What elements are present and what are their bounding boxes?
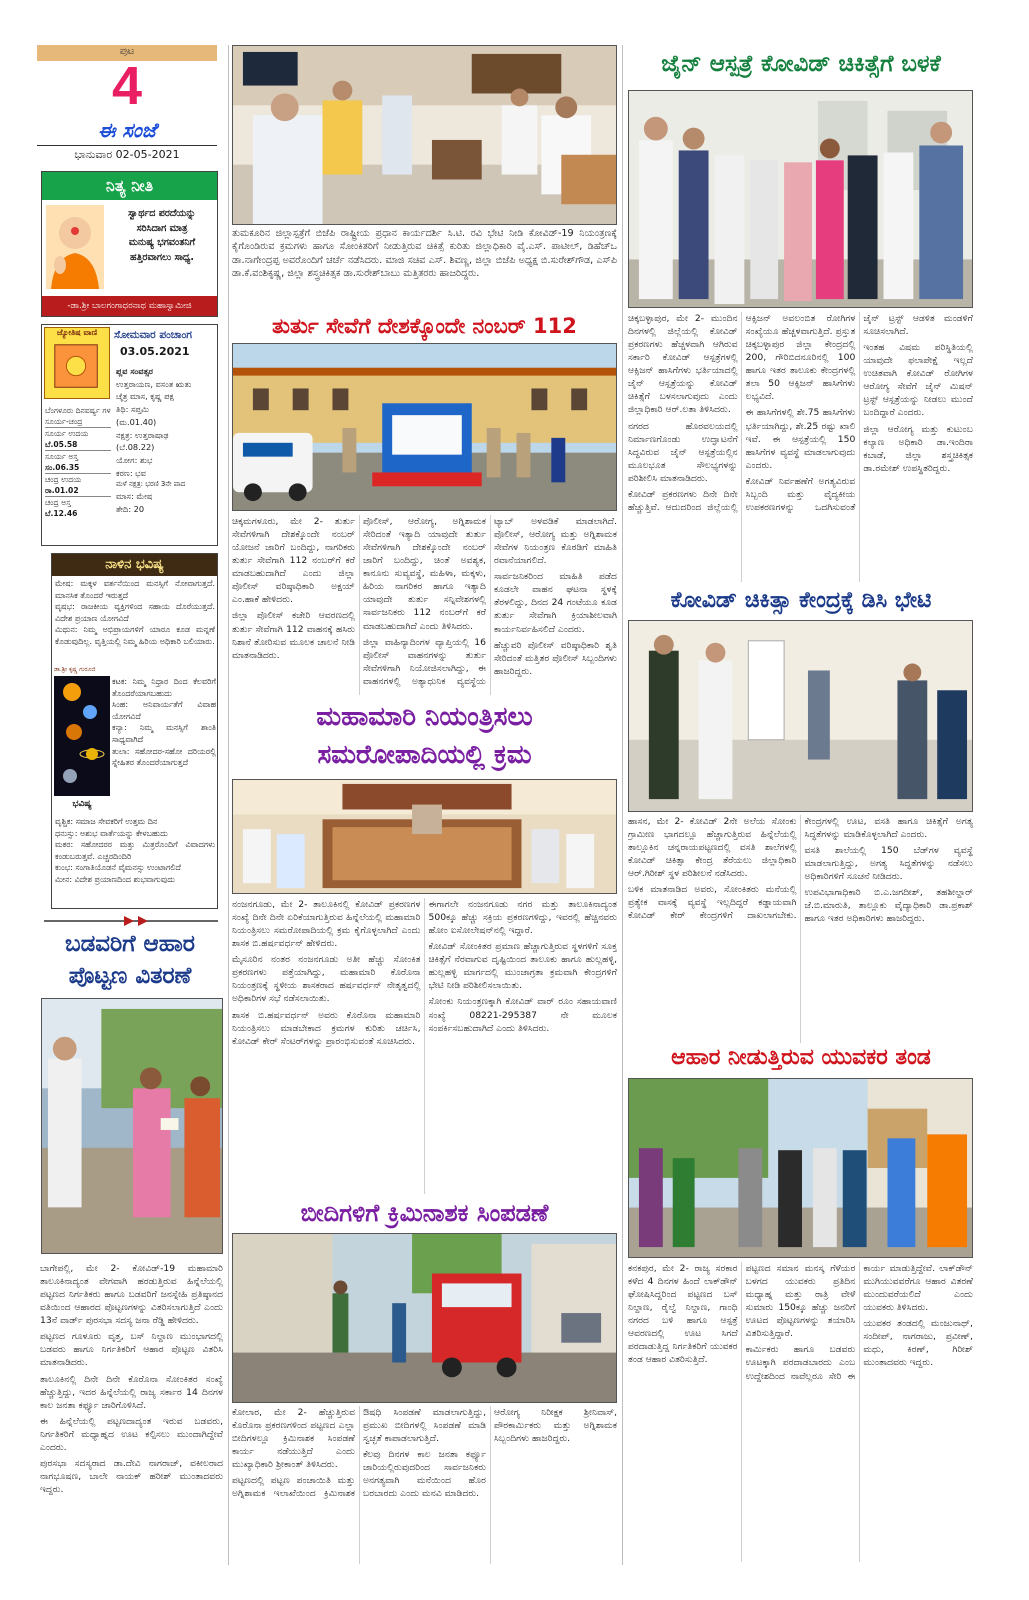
horoscope-item: ಕನ್ಯಾ: ನಿಮ್ಮ ಮನಸ್ಸಿಗೆ ಶಾಂತಿ ಸಾಧ್ಯವಾಗಿದೆ — [112, 723, 216, 744]
quote-line: ಹತ್ತಿರವಾಗಲು ಸಾಧ್ಯ. — [130, 252, 194, 264]
quote-line: ಸರಿಸಿದಾಗ ಮಾತ್ರ — [136, 222, 188, 234]
youth-article — [628, 1262, 973, 1562]
horoscope-item: ಮಿಥುನ: ನಿಮ್ಮ ಅಭಿಪ್ರಾಯಗಳಿಗೆ ಯಾರೂ ಕೂಡ ಮನ್ನಣೆ ಕೊಡುವುದಿಲ್ಲ. ವೃತ್ತಿಯಲ್ಲಿ ನಿಮ್ಮ ಹಿರಿಯ ಅಧಿಕಾರಿ ಬಲಿಯಾರು. — [55, 625, 215, 646]
panchanga-row: ಮಾಸ: ಮೇಷ — [116, 491, 153, 502]
nitya-neeti-author: -ಡಾ.ಶ್ರೀ ಬಾಲಗಂಗಾಧರನಾಥ ಮಹಾಸ್ವಾಮೀಜಿ — [42, 296, 217, 316]
article-paragraph: ನಗರದ ಹೊರವಲಯದಲ್ಲಿ ನಿರ್ಮಾಣಗೊಂಡು ಉದ್ಘಾಟನೆಗೆ ಸಿದ್ಧವಿರುವ ಜೈನ್ ಆಸ್ಪತ್ರೆಯಲ್ಲಿನ ಮೂಲಭೂತ ಸೌಲಭ್ಯಗಳನ್ನು ಪರಿಶೀಲಿಸಿ ಮಾತನಾಡಿದರು. — [628, 420, 738, 484]
youth-headline: ಆಹಾರ ನೀಡುತ್ತಿರುವ ಯುವಕರ ತಂಡ — [671, 1045, 931, 1070]
jain-article — [628, 312, 973, 582]
article-paragraph: ಕೋವಿಡ್ ಪ್ರಕರಣಗಳು ದಿನೇ ದಿನೇ ಹೆಚ್ಚುತ್ತಿವೆ. ಆದುದರಿಂದ ಜಿಲ್ಲೆಯಲ್ಲಿ ಆಕ್ಸಿಜನ್ ಅವಲಂಬಿತ ರೋಗಿಗಳ ಸಂಖ್ಯೆಯೂ ಹೆಚ್ಚಳವಾಗುತ್ತಿದೆ. ಪ್ರಸ್ತುತ ಚಿಕ್ಕಬಳ್ಳಾಪುರ ಜಿಲ್ಲಾ ಕೇಂದ್ರದಲ್ಲಿ 200, ಗೌರಿಬಿದನೂರಿನಲ್ಲಿ 100 ಹಾಗೂ ಇತರ ತಾಲೂಕು ಕೇಂದ್ರಗಳಲ್ಲಿ ತಲಾ 50 ಆಕ್ಸಿಜನ್ ಹಾಸಿಗೆಗಳು ಲಭ್ಯವಿದೆ. — [628, 313, 856, 513]
quote-line: ಸ್ವಾರ್ಥದ ಪರದೆಯನ್ನು — [128, 208, 196, 219]
article-paragraph: ತಾಲೂಕಿನಲ್ಲಿ ದಿನೇ ದಿನೇ ಕೊರೊನಾ ಸೋಂಕಿತರ ಸಂಖ್ಯೆ ಹೆಚ್ಚುತ್ತಿದ್ದು, ಇದರ ಹಿನ್ನೆಲೆಯಲ್ಲಿ ರಾಜ್ಯ ಸರ್ಕಾರ 14 ದಿನಗಳ ಕಾಲ ಜನತಾ ಕರ್ಫ್ಯೂ ಜಾರಿಗೊಳಿಸಿದೆ. — [40, 1373, 223, 1411]
panchanga-row: ಉತ್ತರಾಯಣ, ವಸಂತ ಋತು — [116, 378, 192, 389]
horoscope-item: ಮೇಷ: ಮಕ್ಕಳ ವರ್ತನೆಯಿಂದ ಮನಸ್ಸಿಗೆ ನೋವಾಗುತ್ತದೆ. ಮಾನಸಿಕ ತೊಂದರೆ ಇರುತ್ತದೆ — [55, 579, 215, 600]
dc-visit-article — [628, 815, 973, 1043]
food-distribution-photo — [41, 998, 223, 1254]
jain-headline: ಜೈನ್ ಆಸ್ಪತ್ರೆ ಕೋವಿಡ್ ಚಿಕಿತ್ಸೆಗೆ ಬಳಕೆ — [661, 51, 941, 77]
food-left-headline — [40, 928, 220, 992]
panchanga-row: ಚೈತ್ರ ಮಾಸ, ಕೃಷ್ಣ ಪಕ್ಷ — [116, 391, 174, 402]
article-paragraph: ಚಿಕ್ಕಮಗಳೂರು, ಮೇ 2- ತುರ್ತು ಸೇವೆಗಳಿಗಾಗಿ ದೇಶಕ್ಕೊಂದೇ ನಂಬರ್ ಯೋಜನೆ ಜಾರಿಗೆ ಬಂದಿದ್ದು, ನಾಗರಿಕರು ತುರ್ತು ಸೇವೆಗಾಗಿ 112 ನಂಬರ್‌ಗೆ ಕರೆ ಮಾಡಬಹುದಾಗಿದೆ ಎಂದು ಜಿಲ್ಲಾ ಪೊಲೀಸ್ ವರಿಷ್ಠಾಧಿಕಾರಿ ಅಕ್ಷಯ್ ಎಂ.ಹಾಕೆ ಹೇಳಿದರು. — [232, 516, 355, 606]
horoscope-title: ನಾಳಿನ ಭವಿಷ್ಯ — [52, 554, 217, 576]
emergency-112-photo — [232, 343, 617, 511]
panchanga-box — [41, 324, 218, 546]
beedi-article — [232, 1406, 617, 1564]
article-paragraph: ಪುರಸಭಾ ಸದಸ್ಯರಾದ ಡಾ.ದೇವಿ ನಾಗರಾಜ್, ವಕೀಲರಾದ ನಾಗಭೂಷಣ, ಬಾಲೇ ನಾಯಕ್ ಹರೀಶ್ ಮುಂತಾದವರು ಇದ್ದರು. — [40, 1457, 223, 1495]
panchanga-row: (ಬೆ.08.22) — [116, 442, 155, 453]
horoscope-item: ಕಟಕ: ನಿಮ್ಮ ನಿಧ್ರಾರ ದಿಂದ ಕೆಲವರಿಗೆ ತೊಂದರೆಯಾಗಬಹುದು — [112, 677, 216, 698]
panchanga-row: (ಮ.01.40) — [116, 416, 157, 427]
article-paragraph: ಪಟ್ಟಣದಲ್ಲಿ ಪಟ್ಟಣ ಪಂಚಾಯಿತಿ ಮತ್ತು ಅಗ್ನಿಶಾಮಕ ಇಲಾಖೆಯಿಂದ ಕ್ರಿಮಿನಾಶಕ ಔಷಧಿ ಸಿಂಪಡಣೆ ಮಾಡಲಾಗುತ್ತಿದ್ದು, ಪ್ರಮುಖ ಬೀದಿಗಳಲ್ಲಿ ಸಿಂಪಡಣೆ ಮಾಡಿ ಸ್ವಚ್ಛತೆ ಕಾಪಾಡಲಾಗುತ್ತಿದೆ. — [232, 1407, 486, 1500]
nitya-neeti-title: ನಿತ್ಯ ನೀತಿ — [42, 172, 217, 200]
astrologer-name: ಡಾ.ಶ್ರೀ ಕೃಷ್ಣ ಗುರೂಜಿ — [54, 666, 96, 673]
article-paragraph: ಉಪವಿಭಾಗಾಧಿಕಾರಿ ಬಿ.ಎ.ಜಗದೀಶ್, ತಹಶೀಲ್ದಾರ್ ಜೆ.ಬಿ.ಮಾರುತಿ, ತಾಲ್ಲೂಕು ವೈದ್ಯಾಧಿಕಾರಿ ಡಾ.ಪ್ರಕಾಶ್ ಹಾಗೂ ಇತರ ಅಧಿಕಾರಿಗಳು ಹಾಜರಿದ್ದರು. — [804, 887, 973, 925]
article-paragraph: ಸಾರ್ವಜನಿಕರಿಂದ ಮಾಹಿತಿ ಪಡೆದ ಕೂಡಲೇ ವಾಹನ ಘಟನಾ ಸ್ಥಳಕ್ಕೆ ತೆರಳಲಿದ್ದು, ದಿನದ 24 ಗಂಟೆಯೂ ಕೂಡ ತುರ್ತು ಸೇವೆಗಾಗಿ ಕ್ರಿಯಾಶೀಲವಾಗಿ ಕಾರ್ಯನಿರ್ವಹಿಸಲಿದೆ ಎಂದರು. — [494, 571, 617, 635]
article-paragraph: ಹಾಸನ, ಮೇ 2- ಕೋವಿಡ್ 2ನೇ ಅಲೆಯ ಸೋಂಕು ಗ್ರಾಮೀಣ ಭಾಗದಲ್ಲೂ ಹೆಚ್ಚಾಗುತ್ತಿರುವ ಹಿನ್ನೆಲೆಯಲ್ಲಿ ತಾಲ್ಲೂಕಿನ ಚನ್ನರಾಯಪಟ್ಟಣದಲ್ಲಿ ವಸತಿ ಶಾಲೆಗಳಲ್ಲಿ ಕೋವಿಡ್ ಚಿಕಿತ್ಸಾ ಕೇಂದ್ರ ತೆರೆಯಲು ಜಿಲ್ಲಾಧಿಕಾರಿ ಆರ್.ಗಿರೀಶ್ ಸ್ಥಳ ಪರಿಶೀಲನೆ ನಡೆಸಿದರು. — [628, 816, 797, 880]
planets-image — [54, 676, 110, 796]
panchanga-badge-text: ಜ್ಯೋತಿಷ ವಾಣಿ — [56, 328, 98, 337]
horoscope-item: ವೃಶ್ಚಿಕ: ಸಮಾಜ ಸೇವಕರಿಗೆ ಉತ್ತಮ ದಿನ — [55, 817, 158, 826]
dc-visit-headline: ಕೋವಿಡ್ ಚಿಕಿತ್ಸಾ ಕೇಂದ್ರಕ್ಕೆ ಡಿಸಿ ಭೇಟಿ — [670, 588, 932, 613]
date-line: ಭಾನುವಾರ 02-05-2021 — [37, 145, 217, 163]
panchanga-badge — [44, 327, 110, 399]
dc-visit-photo — [628, 620, 973, 812]
mahamari-headline-line: ಸಮರೋಪಾದಿಯಲ್ಲಿ ಕ್ರಮ — [317, 740, 532, 770]
sun-chart-icon — [45, 339, 109, 395]
panchanga-side-row: ಚಂದ್ರ ಅಸ್ತ — [45, 496, 111, 508]
disinfectant-spraying-photo — [232, 1233, 617, 1403]
panchanga-side-row: ರಾ.01.02 — [45, 486, 79, 495]
article-paragraph: ಪಟ್ಟಣದ ಗೂಳೂರು ವೃತ್ತ, ಬಸ್ ನಿಲ್ದಾಣ ಮುಂಭಾಗದಲ್ಲಿ ಬಡವರು ಹಾಗೂ ನಿರ್ಗತಿಕರಿಗೆ ಆಹಾರ ಪೊಟ್ಟಣ ವಿತರಿಸಿ ಮಾತನಾಡಿದರು. — [40, 1331, 223, 1369]
article-paragraph: ಮೈಸೂರಿನ ನಂತರ ನಂಜನಗೂಡು ಅತೀ ಹೆಚ್ಚು ಸೋಂಕಿತ ಪ್ರಕರಣಗಳು ಪತ್ತೆಯಾಗಿದ್ದು, ಮಹಾಮಾರಿ ಕೊರೊನಾ ನಿಯಂತ್ರಣಕ್ಕೆ ಸ್ಥಳೀಯ ಶಾಸಕರಾದ ಹರ್ಷವರ್ಧನ್ ನೇತೃತ್ವದಲ್ಲಿ ಅಧಿಕಾರಿಗಳ ಸಭೆ ನಡೆಸಲಾಯಿತು. — [232, 954, 421, 1005]
horoscope-item: ಮೀನ: ವಿದೇಶ ಪ್ರಯಾಣದಿಂದ ಶುಭವಾಗುವುದು — [55, 874, 175, 884]
panchanga-row: ಪ್ಲವ ಸಂವತ್ಸರ — [116, 366, 154, 376]
panchanga-row: ತಿಥಿ: ಸಪ್ತಮಿ — [116, 404, 150, 415]
meeting-photo-caption: ತುಮಕೂರಿನ ಜಿಲ್ಲಾಸ್ಪತ್ರೆಗೆ ಬಿಜೆಪಿ ರಾಷ್ಟ್ರೀಯ ಪ್ರಧಾನ ಕಾರ್ಯದರ್ಶಿ ಸಿ.ಟಿ. ರವಿ ಭೇಟಿ ನೀಡಿ ಕೋವಿಡ್-19 ನಿಯಂತ್ರಣಕ್ಕೆ ಕೈಗೊಂಡಿರುವ ಕ್ರಮಗಳು ಹಾಗೂ ಸೋಂಕಿತರಿಗೆ ನೀಡುತ್ತಿರುವ ಚಿಕಿತ್ಸೆ ಕುರಿತು ಜಿಲ್ಲಾಧಿಕಾರಿ ವೈ.ಎಸ್. ಪಾಟೀಲ್, ಡಿಹೆಚ್‌ಒ ಡಾ.ನಾಗೇಂದ್ರಪ್ಪ ಅವರೊಂದಿಗೆ ಚರ್ಚೆ ನಡೆಸಿದರು. ಮಾಜಿ ಸಚಿವ ಎಸ್. ಶಿವಣ್ಣ, ಜಿಲ್ಲಾ ಬಿಜೆಪಿ ಅಧ್ಯಕ್ಷ ಬಿ.ಸುರೇಶ್‌ಗೌಡ, ಎಸ್‌ಪಿ ಡಾ.ಕೆ.ವಂಶಿಕೃಷ್ಣ, ಜಿಲ್ಲಾ ಶಸ್ತ್ರಚಿಕಿತ್ಸಕ ಡಾ.ಸುರೇಶ್‌ಬಾಬು ಮತ್ತಿತರರು ಹಾಜರಿದ್ದರು. — [232, 228, 617, 280]
youth-food-photo — [628, 1078, 973, 1258]
panchanga-side-row: ಚಂದ್ರ ಉದಯ — [45, 473, 111, 485]
panchanga-row: ಯೋಗ: ಶುಭ — [116, 454, 153, 465]
panchanga-date: 03.05.2021 — [120, 345, 190, 358]
panchanga-main-list — [116, 365, 216, 516]
panchanga-row: ಮಳೆ ನಕ್ಷತ್ರ: ಭರಣಿ 3ನೇ ಪಾದ — [116, 480, 186, 489]
article-paragraph: ಯುವಕರ ತಂಡದಲ್ಲಿ ಮಂಜುನಾಥ್, ಸಂದೀಪ್, ನಾಗರಾಜು, ಪ್ರವೀಣ್, ಮಧು, ಕಿರಣ್, ಗಿರೀಶ್ ಮುಂತಾದವರು ಇದ್ದರು. — [863, 1318, 973, 1369]
article-paragraph: ಈಗಾಗಲೇ ನಂಜನಗೂಡು ನಗರ ಮತ್ತು ತಾಲೂಕಿನಾದ್ಯಂತ 500ಕ್ಕೂ ಹೆಚ್ಚು ಸಕ್ರಿಯ ಪ್ರಕರಣಗಳಿದ್ದು, ಇವರಲ್ಲಿ ಹೆಚ್ಚಿನವರು ಹೋಂ ಐಸೋಲೇಷನ್‌ನಲ್ಲಿ ಇದ್ದಾರೆ. — [428, 899, 617, 937]
panchanga-side-row: ಸೂರ್ಯ ಅಸ್ತ — [45, 450, 111, 462]
paper-name: ಈ ಸಂಜೆ — [97, 118, 157, 142]
food-left-article — [40, 1262, 223, 1562]
quote-line: ಮನುಷ್ಯ ಭಗವಂತನಿಗೆ — [128, 237, 196, 249]
column-rule — [228, 45, 229, 1565]
article-paragraph: ಕೋವಿಡ್ ಸೋಂಕಿತರ ಪ್ರಮಾಣ ಹೆಚ್ಚಾಗುತ್ತಿರುವ ಸ್ಥಳಗಳಿಗೆ ಸೂಕ್ತ ಚಿಕಿತ್ಸೆಗೆ ನೆರವಾಗುವ ದೃಷ್ಟಿಯಿಂದ ತಾಲೂಕು ಹಾಗೂ ಹುಲ್ಲಹಳ್ಳಿ, ಹುಲ್ಲಹಳ್ಳಿ ಮಾರ್ಗದಲ್ಲಿ ಮುಂಜಾಗ್ರತಾ ಕ್ರಮವಾಗಿ ಕೇಂದ್ರಗಳಿಗೆ ಭೇಟಿ ನೀಡಿ ಪರಿಶೀಲಿಸಲಾಯಿತು. — [428, 941, 617, 992]
panchanga-side-row: ಬೆ.05.58 — [45, 440, 78, 449]
article-paragraph: ಹೆಚ್ಚುವರಿ ಪೊಲೀಸ್ ವರಿಷ್ಠಾಧಿಕಾರಿ ಶೃತಿ ಸೇರಿದಂತೆ ಮತ್ತಿತರ ಪೊಲೀಸ್ ಸಿಬ್ಬಂದಿಗಳು ಹಾಜರಿದ್ದರು. — [494, 639, 617, 677]
article-paragraph: ಬಳಿಕ ಮಾತನಾಡಿದ ಅವರು, ಸೋಂಕಿತರು ಮನೆಯಲ್ಲಿ ಪ್ರತ್ಯೇಕ ವಾಸಕ್ಕೆ ವ್ಯವಸ್ಥೆ ಇಲ್ಲದಿದ್ದರೆ ಕಡ್ಡಾಯವಾಗಿ ಕೋವಿಡ್ ಕೇರ್ ಕೇಂದ್ರಗಳಿಗೆ ದಾಖಲಾಗಬೇಕು. ಕೇಂದ್ರಗಳಲ್ಲಿ ಊಟ, ವಸತಿ ಹಾಗೂ ಚಿಕಿತ್ಸೆಗೆ ಅಗತ್ಯ ಸಿದ್ಧತೆಗಳನ್ನು ಮಾಡಿಕೊಳ್ಳಲಾಗಿದೆ ಎಂದರು. — [628, 816, 973, 922]
panchanga-side-row: ಸೂರ್ಯ-ಚಂದ್ರ — [45, 417, 83, 426]
article-paragraph: ಇಂತಹ ವಿಷಮ ಪರಿಸ್ಥಿತಿಯಲ್ಲಿ ಯಾವುದೇ ಫಲಾಪೇಕ್ಷೆ ಇಲ್ಲದೆ ಉಚಿತವಾಗಿ ಕೋವಿಡ್ ರೋಗಿಗಳ ಆರೋಗ್ಯ ಸೇವೆಗೆ ಜೈನ್ ಮಿಷನ್ ಟ್ರಸ್ಟ್ ಆಸ್ಪತ್ರೆಯನ್ನು ನೀಡಲು ಮುಂದೆ ಬಂದಿದ್ದಾರೆ ಎಂದರು. — [863, 342, 973, 419]
article-paragraph: ಈ ಹಿನ್ನೆಲೆಯಲ್ಲಿ ಪಟ್ಟಣದಾದ್ಯಂತ ಇರುವ ಬಡವರು, ನಿರ್ಗತಿಕರಿಗೆ ಮಧ್ಯಾಹ್ನದ ಊಟ ಕಲ್ಪಿಸಲು ಮುಂದಾಗಿದ್ದೇವೆ ಎಂದರು. — [40, 1415, 223, 1453]
panchanga-side-row: ಸೂರ್ಯ ಉದಯ — [45, 427, 111, 439]
article-paragraph: ಆರೋಗ್ಯ ನಿರೀಕ್ಷಕ ಶ್ರೀನಿವಾಸ್, ಪೌರಕಾರ್ಮಿಕರು ಮತ್ತು ಅಗ್ನಿಶಾಮಕ ಸಿಬ್ಬಂದಿಗಳು ಹಾಜರಿದ್ದರು. — [494, 1407, 617, 1445]
panchanga-row: ನಕ್ಷತ್ರ: ಉತ್ತರಾಷಾಢ — [116, 429, 169, 440]
section-divider-ornament — [44, 916, 218, 926]
horoscope-list-bottom — [55, 816, 215, 886]
column-rule — [622, 45, 623, 1565]
beedi-headline: ಬೀದಿಗಳಿಗೆ ಕ್ರಿಮಿನಾಶಕ ಸಿಂಪಡಣೆ — [300, 1199, 549, 1227]
panchanga-row: ತೇದಿ: 20 — [116, 503, 145, 514]
panchanga-row: ಕರಣ: ಭವ — [116, 467, 147, 478]
article-paragraph: ಪೊಲೀಸ್, ಆರೋಗ್ಯ, ಅಗ್ನಿಶಾಮಕ ಸೇರಿದಂತೆ ಇತ್ಯಾದಿ ಯಾವುದೇ ತುರ್ತು ಸೇವೆಗಳಿಗಾಗಿ ದೇಶಕ್ಕೊಂದೇ ನಂಬರ್ ಜಾರಿಗೆ ಬಂದಿದ್ದು, ಚಿಂತೆ ಅವಶ್ಯಕ, ಕಾನೂನು ಸುವ್ಯವಸ್ಥೆ, ಮಹಿಳಾ, ಮಕ್ಕಳು, ಹಿರಿಯ ನಾಗರಿಕರ ಹಾಗೂ ಇತ್ಯಾದಿ ಯಾವುದೇ ತುರ್ತು ಸನ್ನಿವೇಶಗಳಲ್ಲಿ ಸಾರ್ವಜನಿಕರು 112 ನಂಬರ್‌ಗೆ ಕರೆ ಮಾಡಬಹುದಾಗಿದೆ ಎಂದು ತಿಳಿಸಿದರು. — [363, 516, 486, 632]
article-paragraph: ಶಾಸಕ ಬಿ.ಹರ್ಷವರ್ಧನ್ ಅವರು ಕೊರೊನಾ ಮಹಾಮಾರಿ ನಿಯಂತ್ರಿಸಲು ಮಾಡಬೇಕಾದ ಕ್ರಮಗಳ ಕುರಿತು ಚರ್ಚಿಸಿ, ಕೋವಿಡ್ ಕೇರ್ ಸೆಂಟರ್‌ಗಳನ್ನು ಪ್ರಾರಂಭಿಸುವಂತೆ ಸೂಚಿಸಿದರು. — [232, 1009, 421, 1047]
horoscope-item: ಧನುಸ್ಸು: ಅಶುಭ ವಾರ್ತೆಯನ್ನು ಕೇಳಬಹುದು — [55, 828, 168, 838]
panchanga-side-list — [45, 405, 111, 519]
article-paragraph: ಈ ಹಾಸಿಗೆಗಳಲ್ಲಿ ಶೇ.75 ಹಾಸಿಗೆಗಳು ಭರ್ತಿಯಾಗಿದ್ದು, ಶೇ.25 ರಷ್ಟು ಖಾಲಿ ಇವೆ. ಈ ಆಸ್ಪತ್ರೆಯಲ್ಲಿ 150 ಹಾಸಿಗೆಗಳ ವ್ಯವಸ್ಥೆ ಮಾಡಲಾಗುವುದು ಎಂದರು. — [745, 407, 856, 471]
review-meeting-photo — [232, 779, 617, 894]
turturu-article — [232, 515, 617, 695]
article-paragraph: ಕೋವಿಡ್ ನಿರ್ವಹಣೆಗೆ ಅಗತ್ಯವಿರುವ ಸಿಬ್ಬಂದಿ ಮತ್ತು ವೈದ್ಯಕೀಯ ಉಪಕರಣಗಳನ್ನು ಒದಗಿಸುವಂತೆ ಜೈನ್ ಟ್ರಸ್ಟ್ ಆಡಳಿತ ಮಂಡಳಿಗೆ ಸೂಚಿಸಲಾಗಿದೆ. — [745, 313, 973, 513]
horoscope-box — [51, 553, 218, 909]
jain-hospital-photo — [628, 90, 973, 308]
horoscope-vertical-label: ಭವಿಷ್ಯ — [72, 799, 92, 809]
horoscope-item: ಮಕರ: ಸಹೋದರರ ಮತ್ತು ಮಿತ್ರರೊಂದಿಗೆ ವಿವಾದಗಳು ಕಂಡುಬರುತ್ತವೆ. ಎಚ್ಚರದಿಂದಿರಿ — [55, 840, 215, 861]
mahamari-article — [232, 898, 617, 1194]
mahamari-headline-line: ಮಹಾಮಾರಿ ನಿಯಂತ್ರಿಸಲು — [316, 702, 533, 732]
food-left-headline-line: ಪೊಟ್ಟಣ ವಿತರಣೆ — [68, 963, 192, 990]
article-paragraph: ಸೋಂಕು ನಿಯಂತ್ರಣಕ್ಕಾಗಿ ಕೋವಿಡ್ ವಾರ್ ರೂಂ ಸಹಾಯವಾಣಿ ಸಂಖ್ಯೆ 08221-295387 ನೇ ಮೂಲಕ ಸಂಪರ್ಕಿಸಬಹುದಾಗಿದೆ ಎಂದು ತಿಳಿಸಿದರು. — [428, 996, 617, 1034]
article-paragraph: ಜಿಲ್ಲಾ ಪೊಲೀಸ್ ಕಚೇರಿ ಆವರಣದಲ್ಲಿ ತುರ್ತು ಸೇವೆಗಾಗಿ 112 ವಾಹನಕ್ಕೆ ಹಸಿರು ನಿಶಾನೆ ತೋರಿಸುವ ಮೂಲಕ ಚಾಲನೆ ನೀಡಿ ಮಾತನಾಡಿದರು. — [232, 610, 355, 661]
mahamari-headline — [232, 698, 617, 774]
article-paragraph: ಜಿಲ್ಲಾ ಆರೋಗ್ಯ ಮತ್ತು ಕುಟುಂಬ ಕಲ್ಯಾಣ ಅಧಿಕಾರಿ ಡಾ.ಇಂದಿರಾ ಕಬಾಡೆ, ಜಿಲ್ಲಾ ಶಸ್ತ್ರಚಿಕಿತ್ಸಕ ಡಾ.ರಮೇಶ್ ಉಪಸ್ಥಿತರಿದ್ದರು. — [863, 423, 973, 474]
article-paragraph: ಜಿಲ್ಲಾ ವಾಹಿನ್ಯಾದಿಂಗಳ ವ್ಯಾಪ್ತಿಯಲ್ಲಿ 16 ಪೊಲೀಸ್ ವಾಹನಗಳನ್ನು ತುರ್ತು ಸೇವೆಗಳಿಗಾಗಿ ನಿಯೋಜಿಸಲಾಗಿದ್ದು, ಈ ವಾಹನಗಳಲ್ಲಿ ಅತ್ಯಾಧುನಿಕ ವ್ಯವಸ್ಥೆಯ ಟ್ಯಾಬ್ ಅಳವಡಿಕೆ ಮಾಡಲಾಗಿದೆ. ಪೊಲೀಸ್, ಆರೋಗ್ಯ ಮತ್ತು ಅಗ್ನಿಶಾಮಕ ಸೇವೆಗಳ ನಿಯಂತ್ರಣ ಕೊಠಡಿಗೆ ಮಾಹಿತಿ ರವಾನೆಯಾಗಲಿದೆ. — [363, 516, 617, 687]
horoscope-list-mid — [112, 676, 216, 769]
turturu-headline: ತುರ್ತು ಸೇವೆಗೆ ದೇಶಕ್ಕೊಂದೇ ನಂಬರ್ 112 — [272, 314, 577, 338]
article-paragraph: ಚಿಕ್ಕಬಳ್ಳಾಪುರ, ಮೇ 2- ಮುಂದಿನ ದಿನಗಳಲ್ಲಿ ಜಿಲ್ಲೆಯಲ್ಲಿ ಕೋವಿಡ್ ಪ್ರಕರಣಗಳು ಹೆಚ್ಚಳವಾಗಿ ಆಗಿರುವ ಸರ್ಕಾರಿ ಕೋವಿಡ್ ಆಸ್ಪತ್ರೆಗಳಲ್ಲಿ ಆಕ್ಸಿಜನ್ ಹಾಸಿಗೆಗಳು ಭರ್ತಿಯಾದಲ್ಲಿ ಜೈನ್ ಆಸ್ಪತ್ರೆಯನ್ನು ಕೋವಿಡ್ ಚಿಕಿತ್ಸೆಗೆ ಬಳಸಲಾಗುವುದು ಎಂದು ಜಿಲ್ಲಾಧಿಕಾರಿ ಆರ್.ಲತಾ ತಿಳಿಸಿದರು. — [628, 313, 738, 416]
nitya-neeti-box — [41, 171, 218, 317]
article-paragraph: ಕೆಲವು ದಿನಗಳ ಕಾಲ ಜನತಾ ಕರ್ಫ್ಯೂ ಜಾರಿಯಲ್ಲಿರುವುದರಿಂದ ಸಾರ್ವಜನಿಕರು ಅನಗತ್ಯವಾಗಿ ಮನೆಯಿಂದ ಹೊರ ಬರಬಾರದು ಎಂದು ಮನವಿ ಮಾಡಿದರು. — [363, 1449, 486, 1500]
page-label: ಪುಟ — [119, 46, 135, 57]
swamiji-portrait — [46, 205, 104, 289]
article-paragraph: ವಸತಿ ಶಾಲೆಯಲ್ಲಿ 150 ಬೆಡ್‌ಗಳ ವ್ಯವಸ್ಥೆ ಮಾಡಲಾಗುತ್ತಿದ್ದು, ಅಗತ್ಯ ಸಿದ್ಧತೆಗಳನ್ನು ನಡೆಸಲು ಅಧಿಕಾರಿಗಳಿಗೆ ಸೂಚನೆ ನೀಡಿದರು. — [804, 845, 973, 883]
horoscope-item: ತುಲಾ: ಸಹೋದರ-ಸಹೋ ದರಿಯರಲ್ಲಿ ಸ್ನೇಹಿತರ ತೊಂದರೆಯಾಗುತ್ತದೆ — [112, 746, 216, 768]
panchanga-title: ಸೋಮವಾರ ಪಂಚಾಂಗ — [114, 329, 192, 341]
article-paragraph: ಕಾರ್ಮಿಕರು ಹಾಗೂ ಬಡವರು ಊಟಕ್ಕಾಗಿ ಪರದಾಡಬಾರದು ಎಂಬ ಉದ್ದೇಶದಿಂದ ನಾವೆಲ್ಲರೂ ಸೇರಿ ಈ ಕಾರ್ಯ ಮಾಡುತ್ತಿದ್ದೇವೆ. ಲಾಕ್‌ಡೌನ್ ಮುಗಿಯುವವರೆಗೂ ಆಹಾರ ವಿತರಣೆ ಮುಂದುವರೆಯಲಿದೆ ಎಂದು ಯುವಕರು ತಿಳಿಸಿದರು. — [745, 1263, 973, 1382]
meeting-photo — [232, 45, 617, 225]
article-paragraph: ನಂಜನಗೂಡು, ಮೇ 2- ತಾಲೂಕಿನಲ್ಲಿ ಕೋವಿಡ್ ಪ್ರಕರಣಗಳ ಸಂಖ್ಯೆ ದಿನೇ ದಿನೇ ಏರಿಕೆಯಾಗುತ್ತಿರುವ ಹಿನ್ನೆಲೆಯಲ್ಲಿ ಮಹಾಮಾರಿ ನಿಯಂತ್ರಿಸಲು ಸಮರೋಪಾದಿಯಲ್ಲಿ ಕ್ರಮ ಕೈಗೊಳ್ಳಲಾಗಿದೆ ಎಂದು ಶಾಸಕ ಬಿ.ಹರ್ಷವರ್ಧನ್ ಹೇಳಿದರು. — [232, 899, 421, 950]
horoscope-list-top — [55, 578, 215, 648]
horoscope-item: ಸಿಂಹ: ಅನಿವಾರ್ಯತೆಗೆ ವಿವಾಹ ಯೋಗವಿದೆ — [112, 700, 216, 721]
article-paragraph: ಕನಕಪುರ, ಮೇ 2- ರಾಜ್ಯ ಸರಕಾರ ಕಳೆದ 4 ದಿನಗಳ ಹಿಂದೆ ಲಾಕ್‌ಡೌನ್ ಘೋಷಿಸಿದ್ದರಿಂದ ಪಟ್ಟಣದ ಬಸ್ ನಿಲ್ದಾಣ, ರೈಲ್ವೆ ನಿಲ್ದಾಣ, ಗಾಂಧಿ ನಗರದ ಬಳಿ ಹಾಗೂ ಆಸ್ಪತ್ರೆ ಆವರಣದಲ್ಲಿ ಊಟ ಸಿಗದೆ ಪರದಾಡುತ್ತಿದ್ದ ನಿರ್ಗತಿಕರಿಗೆ ಯುವಕರ ತಂಡ ಆಹಾರ ವಿತರಿಸುತ್ತಿದೆ. — [628, 1263, 738, 1366]
masthead — [37, 45, 217, 163]
article-paragraph: ಬಾಗೇಪಲ್ಲಿ, ಮೇ 2- ಕೋವಿಡ್-19 ಮಹಾಮಾರಿ ತಾಲೂಕಿನಾದ್ಯಂತ ವೇಗವಾಗಿ ಹರಡುತ್ತಿರುವ ಹಿನ್ನೆಲೆಯಲ್ಲಿ ಪಟ್ಟಣದ ನಿರ್ಗತಿಕರು ಹಾಗೂ ಬಡವರಿಗೆ ಜನಸ್ನೇಹಿ ಪ್ರತಿಷ್ಠಾನದ ವತಿಯಿಂದ ಆಹಾರದ ಪೊಟ್ಟಣಗಳನ್ನು ವಿತರಿಸಲಾಗುತ್ತಿದೆ ಎಂದು 13ನೆ ವಾರ್ಡ್ ಪುರಸಭಾ ಸದಸ್ಯ ಜನಾ ರೆಡ್ಡಿ ಹೇಳಿದರು. — [40, 1263, 223, 1327]
panchanga-side-row: ಬೆ.12.46 — [45, 509, 78, 518]
panchanga-side-row: ಬೆಂಗಳೂರು ದಿನವರ್ಷ್ಯ ಗಳ — [45, 406, 111, 415]
horoscope-item: ವೃಷಭ: ರಾಜಕೀಯ ವ್ಯಕ್ತಿಗಳಿಂದ ಸಹಾಯ ದೊರೆಯುತ್ತದೆ. ವಿದೇಶ ಪ್ರಯಾಣ ಯೋಗವಿದೆ — [55, 602, 215, 623]
horoscope-item: ಕುಂಭ: ಸಂಗಾತಿಯೊಡನೆ ವೈಮನಸ್ಸು ಉಂಟಾಗಲಿದೆ — [55, 863, 181, 873]
article-paragraph: ಕೋಲಾರ, ಮೇ 2- ಹೆಚ್ಚುತ್ತಿರುವ ಕೊರೊನಾ ಪ್ರಕರಣಗಳಿಂದ ಪಟ್ಟಣದ ಎಲ್ಲಾ ಬೀದಿಗಳಲ್ಲೂ ಕ್ರಿಮಿನಾಶಕ ಸಿಂಪಡಣೆ ಕಾರ್ಯ ನಡೆಯುತ್ತಿದೆ ಎಂದು ಮುಖ್ಯಾಧಿಕಾರಿ ಶ್ರೀಕಾಂತ್ ತಿಳಿಸಿದರು. — [232, 1407, 355, 1471]
food-left-headline-line: ಬಡವರಿಗೆ ಆಹಾರ — [65, 931, 195, 957]
nitya-neeti-quote — [108, 207, 216, 266]
page-number: 4 — [111, 56, 143, 116]
panchanga-side-row: ಸಂ.06.35 — [45, 463, 80, 472]
article-paragraph: ಪಟ್ಟಣದ ಸಮಾನ ಮನಸ್ಕ ಗೆಳೆಯರ ಬಳಗದ ಯುವಕರು ಪ್ರತಿದಿನ ಮಧ್ಯಾಹ್ನ ಮತ್ತು ರಾತ್ರಿ ವೇಳೆ ಸುಮಾರು 150ಕ್ಕೂ ಹೆಚ್ಚು ಜನರಿಗೆ ಊಟದ ಪೊಟ್ಟಣಗಳನ್ನು ತಯಾರಿಸಿ ವಿತರಿಸುತ್ತಿದ್ದಾರೆ. — [745, 1263, 856, 1340]
